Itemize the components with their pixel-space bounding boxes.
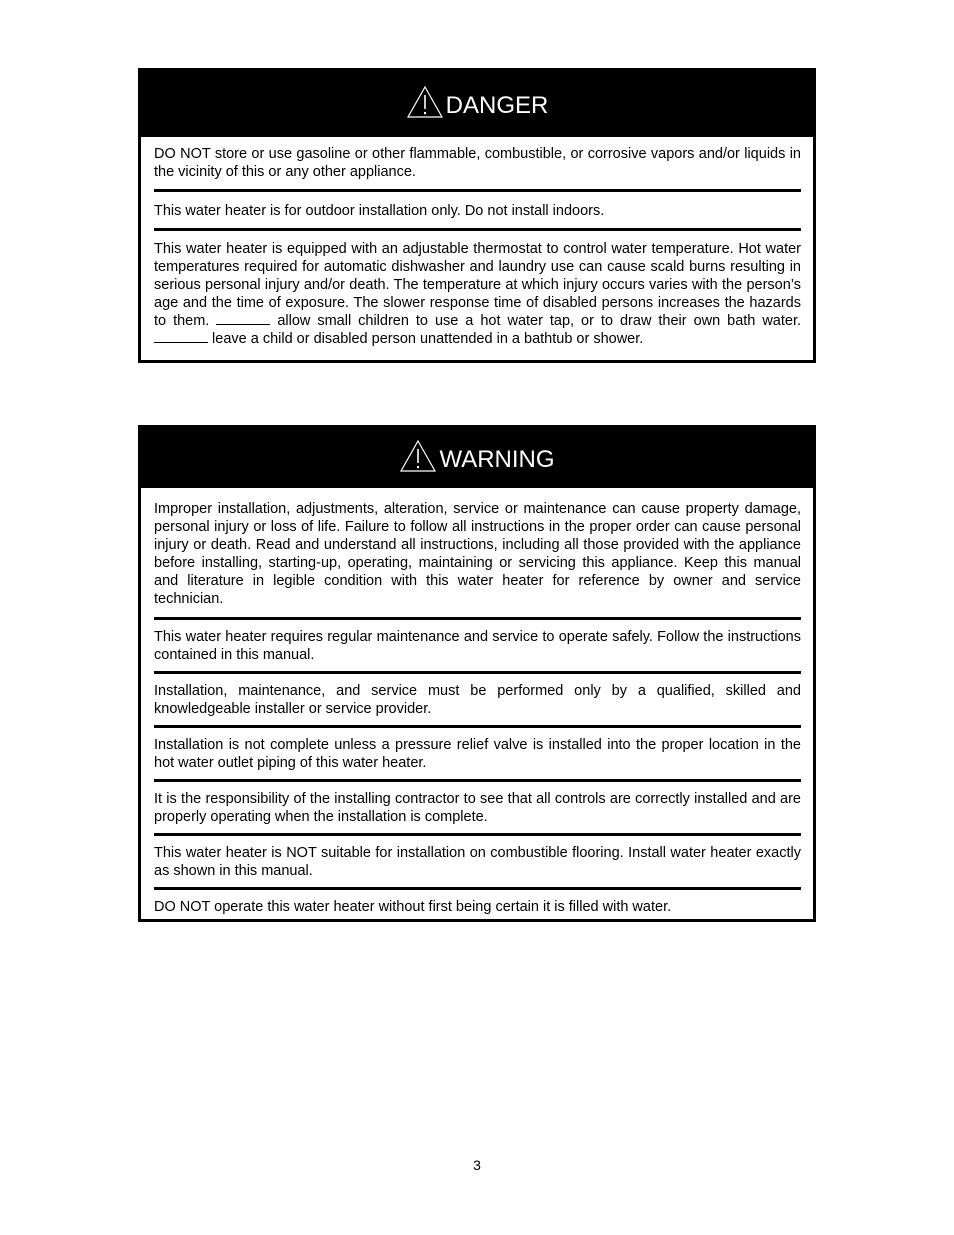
- danger-paragraph-3-part-3: leave a child or disabled person unattended in a bathtub or shower.: [212, 331, 644, 347]
- danger-paragraph-1: DO NOT store or use gasoline or other flammable, combustible, or corrosive vapors and/or liquids in the vicinity of this or any other appliance.: [154, 146, 801, 180]
- warning-triangle-icon: [399, 439, 437, 473]
- warning-paragraph-2: This water heater requires regular maintenance and service to operate safely. Follow the instructions contained in this manual.: [154, 629, 801, 663]
- warning-paragraph-4: Installation is not complete unless a pressure relief valve is installed into the proper location in the hot water outlet piping of this water heater.: [154, 737, 801, 771]
- danger-header: [141, 71, 813, 137]
- warning-paragraph-3: Installation, maintenance, and service must be performed only by a qualified, skilled and knowledgeable installer or service provider.: [154, 683, 801, 717]
- warning-triangle-icon: [406, 85, 444, 119]
- warning-paragraph-5: It is the responsibility of the installing contractor to see that all controls are correctly installed and are properly operating when the installation is complete.: [154, 791, 801, 825]
- danger-box: [138, 68, 816, 363]
- danger-paragraph-3-part-1: This water heater is equipped with an adjustable thermostat to control water temperature. Hot water temperatures required for automatic dishwasher and laundry use can cause scald burns resulting in serious personal injury and/or death. The temperature at which injury occurs varies with the person’s age and the time of exposure. The slower response time of disabled persons increases the hazards to them.: [154, 241, 801, 329]
- danger-title: DANGER: [445, 92, 549, 119]
- danger-paragraph-3-part-2: allow small children to use a hot water tap, or to draw their own bath water.: [277, 313, 802, 329]
- warning-paragraph-1: Improper installation, adjustments, alteration, service or maintenance can cause property damage, personal injury or loss of life. Failure to follow all instructions in the proper order can cause personal injury or death. Read and understand all instructions, including all those provided with the appliance before installing, starting-up, operating, maintaining or servicing this appliance. Keep this manual and literature in legible condition with this water heater for reference by owner and service technician.: [154, 501, 801, 607]
- warning-paragraph-6: This water heater is NOT suitable for installation on combustible flooring. Install water heater exactly as shown in this manual.: [154, 845, 801, 879]
- danger-paragraph-2: This water heater is for outdoor installation only. Do not install indoors.: [154, 203, 605, 219]
- warning-paragraph-7: DO NOT operate this water heater without first being certain it is filled with water.: [154, 899, 672, 915]
- danger-paragraph-3: [154, 231, 801, 348]
- warning-box: [138, 425, 816, 922]
- danger-body: [141, 137, 813, 348]
- warning-body: [141, 488, 813, 916]
- blank-line: [216, 312, 270, 325]
- warning-title: WARNING: [439, 446, 555, 473]
- blank-line: [154, 330, 208, 343]
- page-number: 3: [473, 1157, 481, 1173]
- warning-header: [141, 428, 813, 488]
